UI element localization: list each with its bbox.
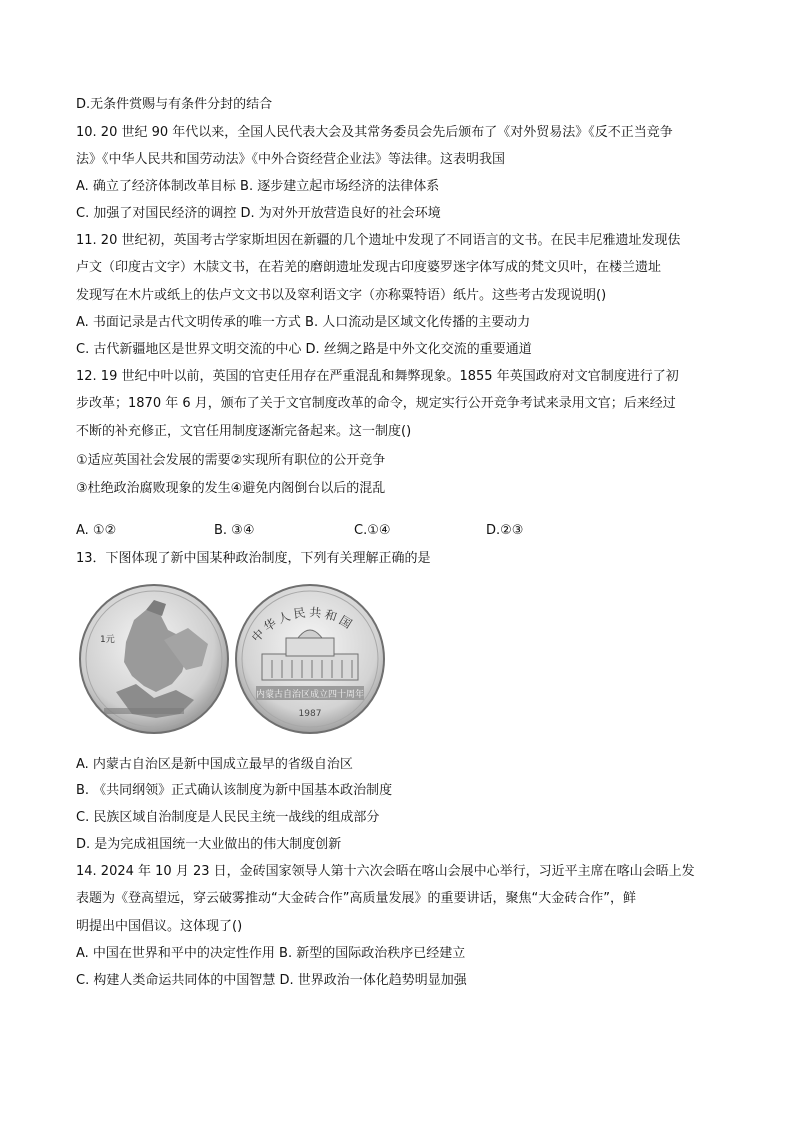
q14-options-ab: A. 中国在世界和平中的决定性作用 B. 新型的国际政治秩序已经建立 [76,946,466,961]
q12-option-b: B. ③④ [214,523,255,538]
q13-option-d: D. 是为完成祖国统一大业做出的伟大制度创新 [76,837,342,852]
q13-option-b: B. 《共同纲领》正式确认该制度为新中国基本政治制度 [76,783,393,798]
q12-stem-line-1: 12. 19 世纪中叶以前，英国的官吏任用存在严重混乱和舞弊现象。1855 年英国政府对文官制度进行了初 [76,369,679,384]
q14-stem-line-3: 明提出中国倡议。这体现了() [76,919,243,934]
coin-band-text: 内蒙古自治区成立四十周年 [255,690,365,700]
q10-options-ab: A. 确立了经济体制改革目标 B. 逐步建立起市场经济的法律体系 [76,179,440,194]
q14-stem-line-1: 14. 2024 年 10 月 23 日，金砖国家领导人第十六次会晤在喀山会展中心举行，习近平主席在喀山会晤上发 [76,864,695,879]
q12-items-12: ①适应英国社会发展的需要②实现所有职位的公开竞争 [76,453,386,468]
q11-stem-line-1: 11. 20 世纪初，英国考古学家斯坦因在新疆的几个遗址中发现了不同语言的文书。在民丰尼雅遗址发现佉 [76,233,681,248]
q11-options-ab: A. 书面记录是古代文明传承的唯一方式 B. 人口流动是区域文化传播的主要动力 [76,315,531,330]
q14-options-cd: C. 构建人类命运共同体的中国智慧 D. 世界政治一体化趋势明显加强 [76,973,467,988]
q10-options-cd: C. 加强了对国民经济的调控 D. 为对外开放营造良好的社会环境 [76,206,441,221]
q13-stem: 13．下图体现了新中国某种政治制度，下列有关理解正确的是 [76,551,431,566]
q10-stem-line-2: 法》《中华人民共和国劳动法》《中外合资经营企业法》等法律。这表明我国 [76,152,506,167]
coin-year: 1987 [298,709,322,719]
coin-right-building [236,585,384,733]
q12-stem-line-2: 步改革；1870 年 6 月，颁布了关于文官制度改革的命令，规定实行公开竞争考试来录用文官；后来经过 [76,396,676,411]
q11-stem-line-3: 发现写在木片或纸上的佉卢文文书以及窣利语文字（亦称粟特语）纸片。这些考古发现说明() [76,288,607,303]
q12-option-d: D.②③ [486,523,524,538]
q12-option-a: A. ①② [76,523,117,538]
coin-left-herdsman [80,585,228,733]
q13-option-a: A. 内蒙古自治区是新中国成立最早的省级自治区 [76,757,353,772]
q10-stem-line-1: 10. 20 世纪 90 年代以来，全国人民代表大会及其常务委员会先后颁布了《对外贸易法》《反不正当竞争 [76,125,673,140]
q11-stem-line-2: 卢文（印度古文字）木牍文书，在若羌的磨朗遗址发现古印度婆罗迷字体写成的梵文贝叶，在楼兰遗址 [76,260,662,275]
q14-stem-line-2: 表题为《登高望远，穿云破雾推动“大金砖合作”高质量发展》的重要讲话，聚焦“大金砖合作”，鲜 [76,891,636,906]
commemorative-coins-image [76,580,386,738]
q9-option-d: D.无条件赏赐与有条件分封的结合 [76,97,273,112]
q12-items-34: ③杜绝政治腐败现象的发生④避免内阁倒台以后的混乱 [76,481,386,496]
q11-options-cd: C. 古代新疆地区是世界文明交流的中心 D. 丝绸之路是中外文化交流的重要通道 [76,342,532,357]
q12-option-c: C.①④ [354,523,391,538]
q12-stem-line-3: 不断的补充修正，文官任用制度逐渐完备起来。这一制度() [76,424,412,439]
coin-denomination: 1元 [100,635,115,645]
q12-options [76,521,726,541]
coin-arc-text: 中华人民共和国 [248,605,357,645]
q13-option-c: C. 民族区域自治制度是人民民主统一战线的组成部分 [76,810,380,825]
